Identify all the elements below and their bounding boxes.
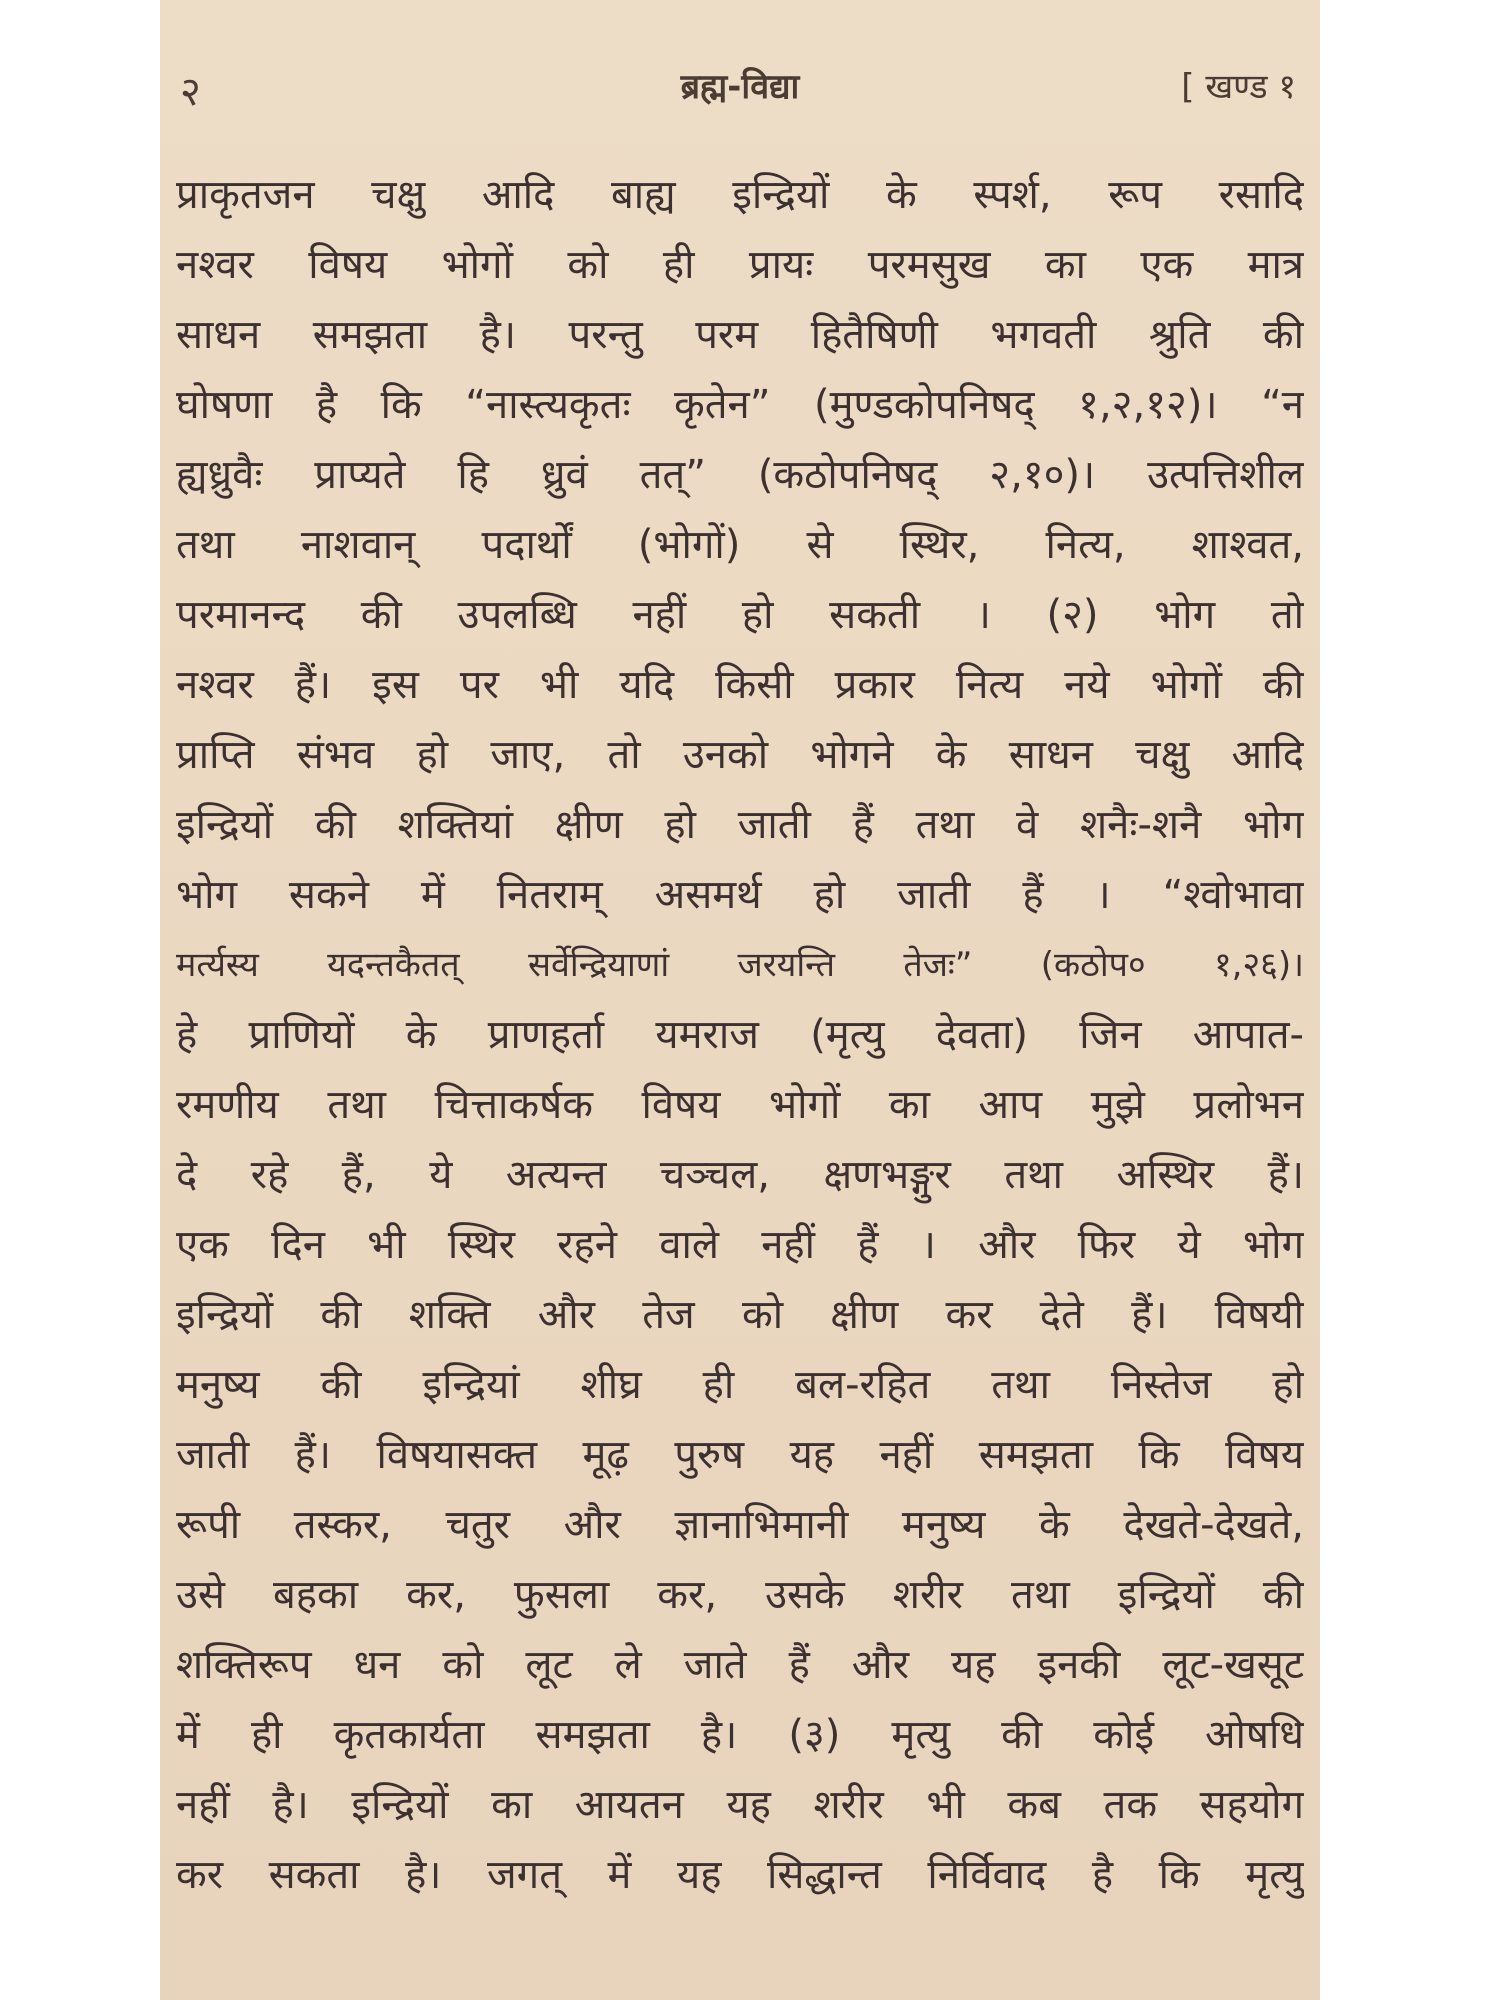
text-line: हे प्राणियों के प्राणहर्ता यमराज (मृत्यु देवता) जिन आपात-: [176, 1012, 1304, 1058]
text-line: इन्द्रियों की शक्तियां क्षीण हो जाती हैं तथा वे शनैः-शनै भोग: [176, 802, 1304, 848]
body-text: [176, 160, 1304, 1910]
text-line: प्राप्ति संभव हो जाए, तो उनको भोगने के साधन चक्षु आदि: [176, 732, 1304, 778]
text-line: रूपी तस्कर, चतुर और ज्ञानाभिमानी मनुष्य के देखते-देखते,: [176, 1502, 1304, 1548]
section-label: [ खण्ड १: [1181, 67, 1296, 107]
text-line: कर सकता है। जगत् में यह सिद्धान्त निर्विवाद है कि मृत्यु: [176, 1852, 1304, 1898]
text-line: मर्त्यस्य यदन्तकैतत् सर्वेन्द्रियाणां जरयन्ति तेजः” (कठोप० १,२६)।: [176, 945, 1304, 985]
text-line: घोषणा है कि “नास्त्यकृतः कृतेन” (मुण्डकोपनिषद् १,२,१२)। “न: [176, 382, 1304, 428]
text-line: नहीं है। इन्द्रियों का आयतन यह शरीर भी कब तक सहयोग: [176, 1782, 1304, 1828]
text-line: दे रहे हैं, ये अत्यन्त चञ्चल, क्षणभङ्गुर तथा अस्थिर हैं।: [176, 1152, 1304, 1198]
text-line: तथा नाशवान् पदार्थों (भोगों) से स्थिर, नित्य, शाश्वत,: [176, 522, 1304, 568]
text-line: एक दिन भी स्थिर रहने वाले नहीं हैं । और फिर ये भोग: [176, 1222, 1304, 1268]
text-line: में ही कृतकार्यता समझता है। (३) मृत्यु की कोई ओषधि: [176, 1712, 1304, 1758]
running-title: ब्रह्म-विद्या: [680, 67, 800, 107]
page-header: [160, 62, 1320, 122]
text-line: रमणीय तथा चित्ताकर्षक विषय भोगों का आप मुझे प्रलोभन: [176, 1082, 1304, 1128]
page-number: २: [180, 69, 201, 115]
text-line: साधन समझता है। परन्तु परम हितैषिणी भगवती श्रुति की: [176, 312, 1304, 358]
text-line: मनुष्य की इन्द्रियां शीघ्र ही बल-रहित तथा निस्तेज हो: [176, 1362, 1304, 1408]
text-line: परमानन्द की उपलब्धि नहीं हो सकती । (२) भोग तो: [176, 592, 1304, 638]
text-line: शक्तिरूप धन को लूट ले जाते हैं और यह इनकी लूट-खसूट: [176, 1642, 1304, 1688]
book-page: [160, 0, 1320, 2000]
text-line: नश्वर हैं। इस पर भी यदि किसी प्रकार नित्य नये भोगों की: [176, 662, 1304, 708]
text-line: इन्द्रियों की शक्ति और तेज को क्षीण कर देते हैं। विषयी: [176, 1292, 1304, 1338]
text-line: जाती हैं। विषयासक्त मूढ़ पुरुष यह नहीं समझता कि विषय: [176, 1432, 1304, 1478]
text-line: नश्वर विषय भोगों को ही प्रायः परमसुख का एक मात्र: [176, 242, 1304, 288]
text-line: ह्यध्रुवैः प्राप्यते हि ध्रुवं तत्” (कठोपनिषद् २,१०)। उत्पत्तिशील: [176, 452, 1304, 498]
text-line: भोग सकने में नितराम् असमर्थ हो जाती हैं । “श्वोभावा: [176, 872, 1304, 918]
text-line: प्राकृतजन चक्षु आदि बाह्य इन्द्रियों के स्पर्श, रूप रसादि: [176, 172, 1304, 218]
text-line: उसे बहका कर, फुसला कर, उसके शरीर तथा इन्द्रियों की: [176, 1572, 1304, 1618]
